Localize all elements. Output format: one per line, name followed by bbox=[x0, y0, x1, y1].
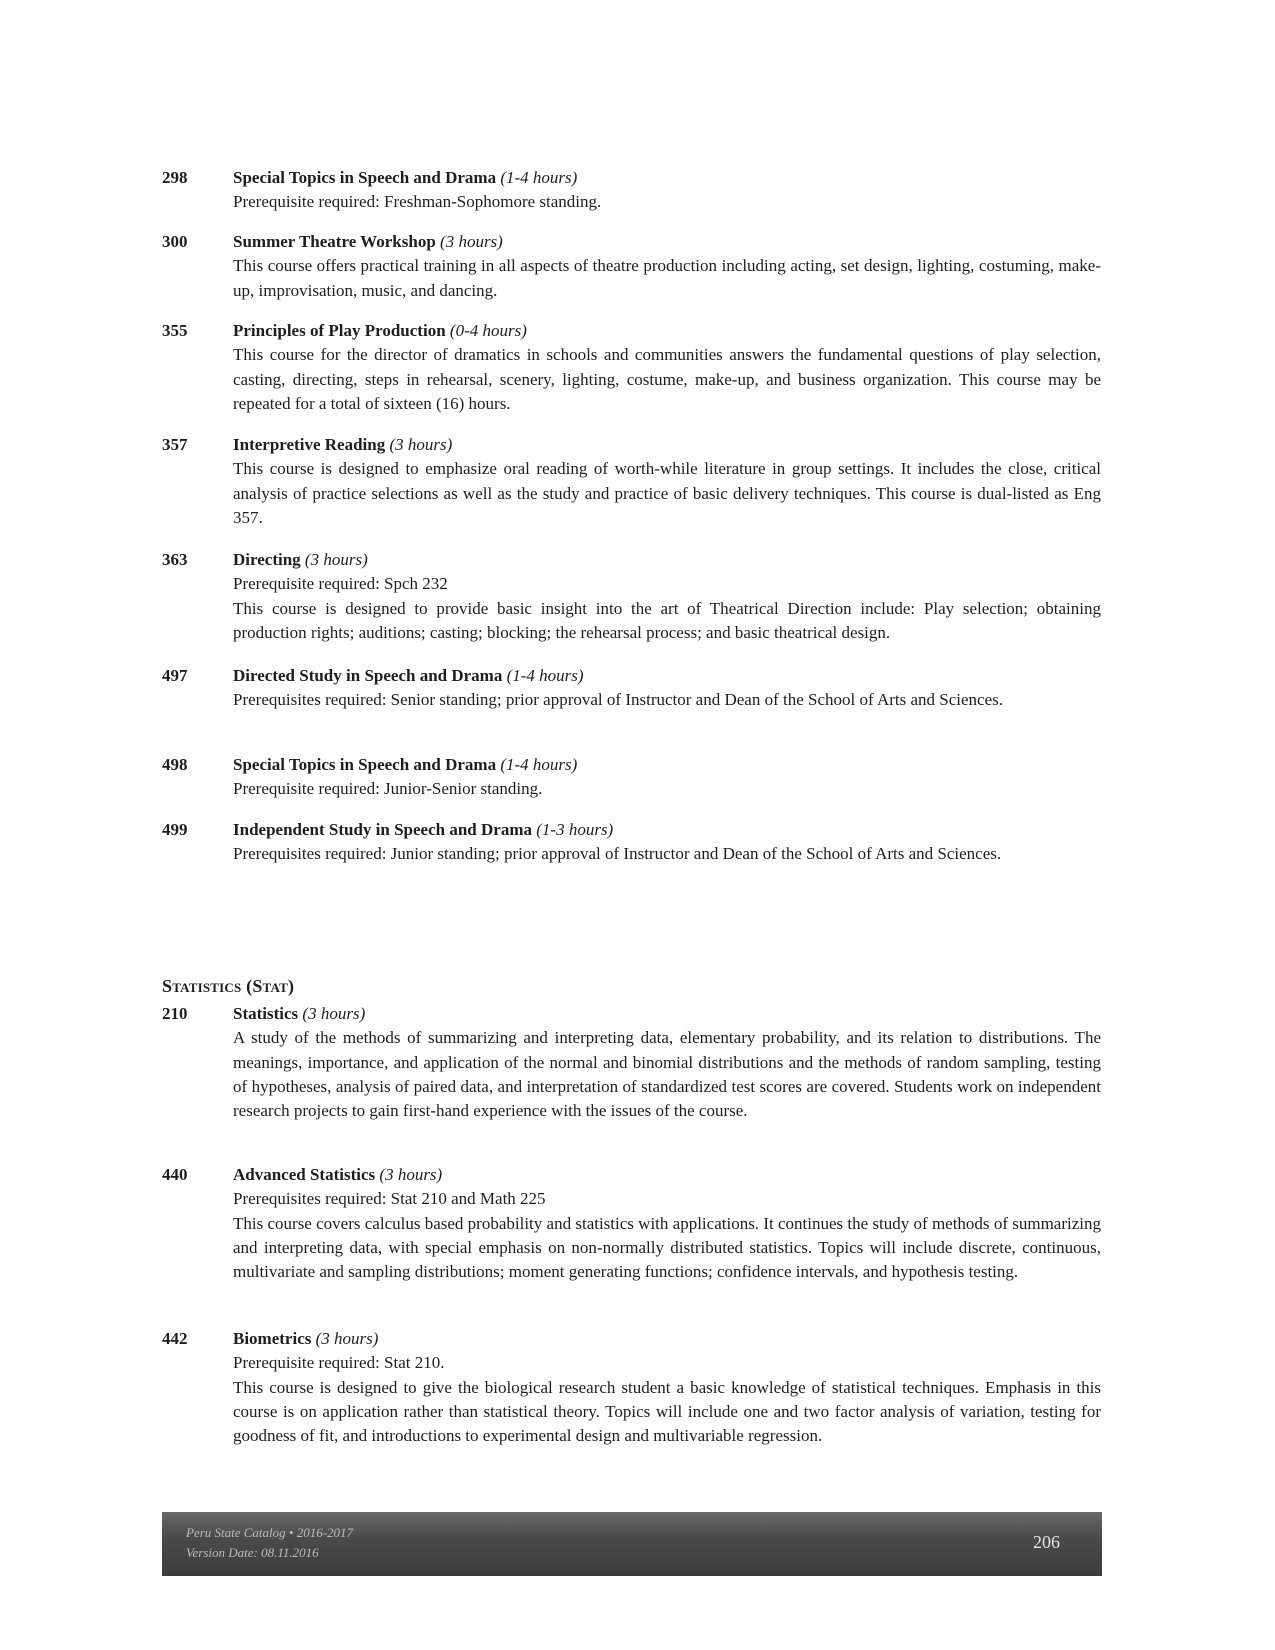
course-title-line bbox=[233, 753, 1101, 777]
course-number: 442 bbox=[162, 1329, 188, 1348]
course-hours: (3 hours) bbox=[389, 435, 453, 454]
course-number: 357 bbox=[162, 435, 188, 454]
course-title: Summer Theatre Workshop bbox=[233, 232, 436, 251]
course-title: Special Topics in Speech and Drama bbox=[233, 168, 497, 187]
course-body bbox=[233, 818, 1101, 867]
course-number: 497 bbox=[162, 666, 188, 685]
course-description: This course is designed to provide basic insight into the art of Theatrical Direction include: Play selection; obtaining production rights; auditions; casting; blocking; the rehearsal process; and basic theatrical design. bbox=[233, 598, 1101, 642]
course-title-line bbox=[233, 1327, 1101, 1351]
course-number: 440 bbox=[162, 1165, 188, 1184]
course-title-line bbox=[233, 664, 1101, 688]
course-description: This course covers calculus based probability and statistics with applications. It continues the study of methods of summarizing and interpreting data, with special emphasis on non-normally distributed statistics. Topics will include discrete, continuous, multivariate and sampling distributions; moment generating functions; confidence intervals, and hypothesis testing. bbox=[233, 1213, 1101, 1282]
course-description: This course is designed to emphasize oral reading of worth-while literature in group settings. It includes the close, critical analysis of practice selections as well as the study and practice of basic delivery techniques. This course is dual-listed as Eng 357. bbox=[233, 459, 1101, 527]
course-hours: (0-4 hours) bbox=[449, 321, 527, 340]
course-description: Prerequisites required: Senior standing; prior approval of Instructor and Dean of the School of Arts and Sciences. bbox=[233, 690, 1003, 710]
course-number: 300 bbox=[162, 232, 188, 251]
course-description: Prerequisite required: Freshman-Sophomore standing. bbox=[233, 192, 602, 212]
course-hours: (3 hours) bbox=[379, 1165, 443, 1184]
course-body bbox=[233, 753, 1101, 802]
course-body bbox=[233, 1163, 1101, 1284]
course-hours: (1-3 hours) bbox=[536, 820, 614, 839]
course-prerequisite: Prerequisite required: Junior-Senior standing. bbox=[233, 779, 543, 799]
course-title: Special Topics in Speech and Drama bbox=[233, 755, 497, 774]
course-hours: (3 hours) bbox=[302, 1004, 366, 1023]
course-body bbox=[233, 664, 1101, 713]
course-number: 355 bbox=[162, 321, 188, 340]
course-number: 298 bbox=[162, 168, 188, 187]
course-number: 499 bbox=[162, 820, 188, 839]
page-number: 206 bbox=[1033, 1532, 1060, 1552]
course-title-line bbox=[233, 230, 1101, 254]
course-body bbox=[233, 548, 1101, 645]
course-hours: (3 hours) bbox=[304, 550, 368, 569]
course-title-line bbox=[233, 818, 1101, 842]
course-hours: (3 hours) bbox=[440, 232, 503, 251]
course-title: Advanced Statistics bbox=[233, 1165, 376, 1184]
page-footer bbox=[162, 1512, 1102, 1576]
course-description: A study of the methods of summarizing and interpreting data, elementary probability, and its relation to distributions. The meanings, importance, and application of the normal and binomial distributions and the methods of random sampling, testing of hypotheses, analysis of paired data, and interpretation of standardized test scores are covered. Students work on independent research projects to gain first-hand experience with the issues of the course. bbox=[233, 1028, 1101, 1121]
course-title: Directed Study in Speech and Drama bbox=[233, 666, 503, 685]
course-description: Prerequisites required: Junior standing; prior approval of Instructor and Dean of the School of Arts and Sciences. bbox=[233, 844, 1002, 864]
course-hours: (3 hours) bbox=[315, 1329, 379, 1348]
course-prerequisite: Prerequisites required: Stat 210 and Math 225 bbox=[233, 1189, 546, 1209]
footer-version: Version Date: 08.11.2016 bbox=[186, 1545, 319, 1560]
course-title-line bbox=[233, 1002, 1101, 1026]
course-title-line bbox=[233, 433, 1101, 457]
course-body bbox=[233, 1327, 1101, 1448]
footer-catalog: Peru State Catalog • 2016-2017 bbox=[186, 1525, 354, 1540]
course-title: Principles of Play Production bbox=[233, 321, 446, 340]
course-description: This course is designed to give the biological research student a basic knowledge of statistical techniques. Emphasis in this course is on application rather than statistical theory. Topics will include one and two factor analysis of variation, testing for goodness of fit, and introductions to experimental design and multivariable regression. bbox=[233, 1377, 1101, 1446]
course-hours: (1-4 hours) bbox=[500, 168, 578, 187]
course-hours: (1-4 hours) bbox=[500, 755, 578, 774]
course-title-line bbox=[233, 319, 1101, 343]
course-number: 210 bbox=[162, 1004, 188, 1023]
course-description: This course for the director of dramatics in schools and communities answers the fundamental questions of play selection, casting, directing, steps in rehearsal, scenery, lighting, costume, make-up, and business organization. This course may be repeated for a total of sixteen (16) hours. bbox=[233, 345, 1101, 413]
course-number: 363 bbox=[162, 550, 188, 569]
section-heading: Statistics (Stat) bbox=[162, 976, 295, 996]
course-body bbox=[233, 319, 1101, 416]
course-body bbox=[233, 166, 1101, 215]
course-title-line bbox=[233, 1163, 1101, 1187]
course-title-line bbox=[233, 166, 1101, 190]
course-body bbox=[233, 433, 1101, 530]
course-title: Statistics bbox=[233, 1004, 299, 1023]
course-title-line bbox=[233, 548, 1101, 572]
course-number: 498 bbox=[162, 755, 188, 774]
course-body bbox=[233, 230, 1101, 303]
course-prerequisite: Prerequisite required: Spch 232 bbox=[233, 574, 448, 594]
course-body bbox=[233, 1002, 1101, 1123]
course-title: Biometrics bbox=[233, 1329, 312, 1348]
course-title: Interpretive Reading bbox=[233, 435, 386, 454]
course-prerequisite: Prerequisite required: Stat 210. bbox=[233, 1353, 445, 1373]
course-title: Independent Study in Speech and Drama bbox=[233, 820, 532, 839]
course-title: Directing bbox=[233, 550, 301, 569]
footer-info bbox=[186, 1523, 353, 1563]
course-hours: (1-4 hours) bbox=[506, 666, 584, 685]
course-description: This course offers practical training in all aspects of theatre production including acting, set design, lighting, costuming, make-up, improvisation, music, and dancing. bbox=[233, 256, 1101, 300]
